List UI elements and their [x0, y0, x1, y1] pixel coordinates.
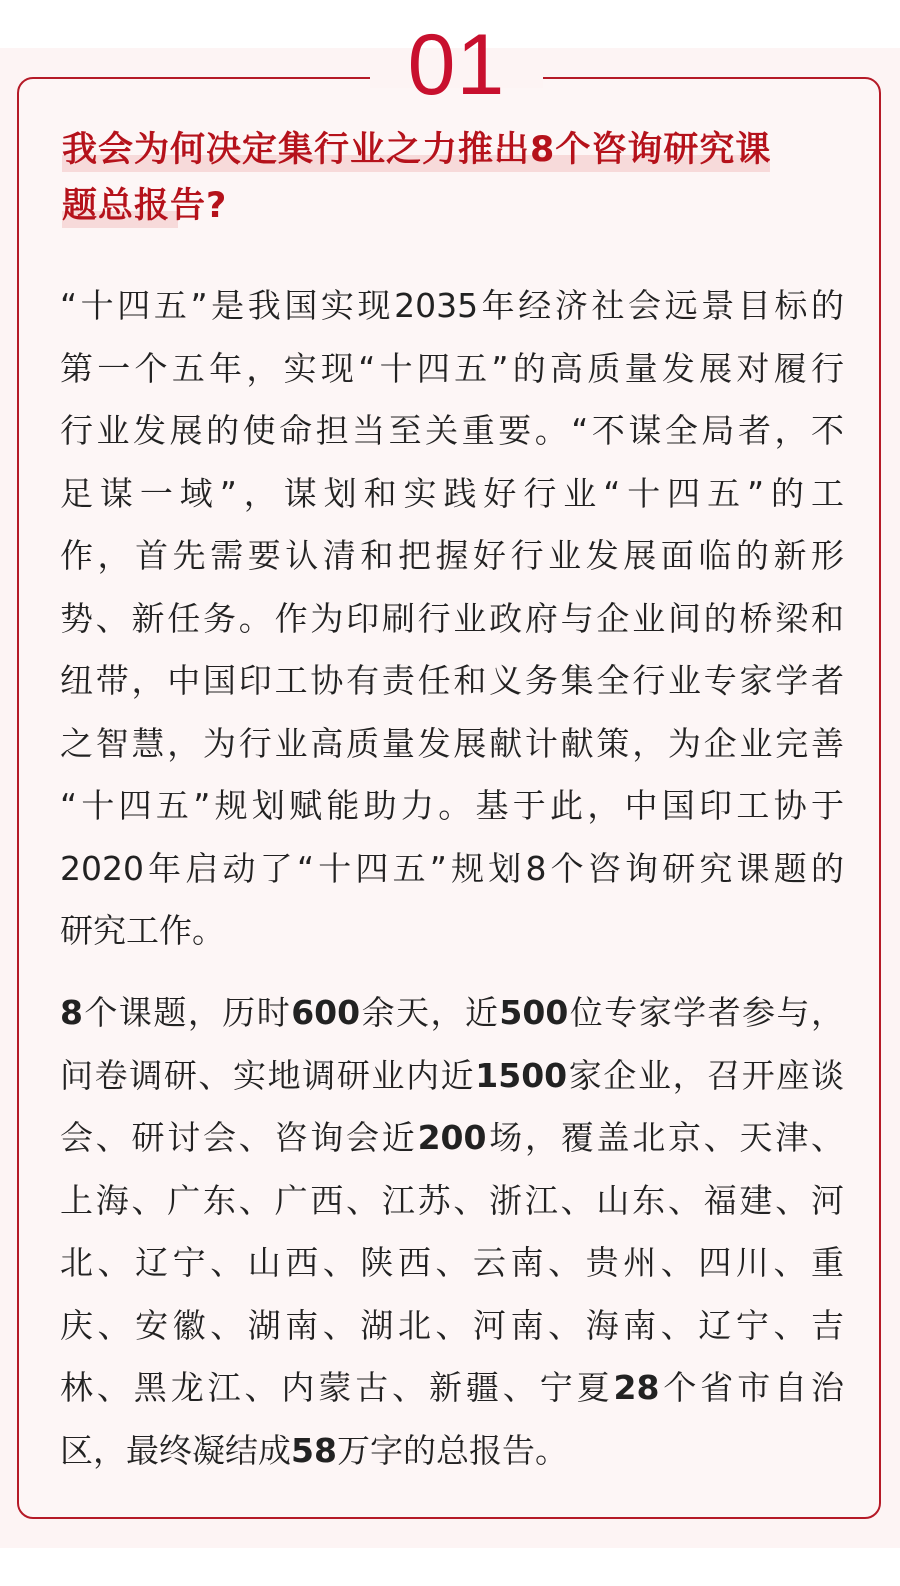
text-segment: 余天，近 [360, 993, 500, 1032]
paragraph-line: “十四五”是我国实现2035年经济社会远景目标的 [60, 286, 844, 325]
paragraph-background [60, 275, 844, 963]
text-segment: 家企业，召开座谈 [567, 1055, 845, 1095]
section-heading [62, 122, 852, 234]
highlight-number: 58 [291, 1430, 337, 1470]
paragraph-line: 之智慧，为行业高质量发展献计献策，为企业完善 [60, 723, 844, 763]
paragraph-line: 研究工作。 [60, 911, 225, 950]
highlight-number: 600 [291, 993, 361, 1032]
paragraph-line [60, 1357, 844, 1420]
highlight-number: 200 [417, 1118, 487, 1157]
text-segment: 个课题，历时 [82, 993, 292, 1032]
paragraph-line: 势、新任务。作为印刷行业政府与企业间的桥梁和 [60, 598, 844, 638]
text-segment: 庆、安徽、湖南、湖北、河南、海南、辽宁、吉 [60, 1305, 844, 1345]
text-segment: 林、黑龙江、内蒙古、新疆、宁夏 [60, 1368, 614, 1407]
paragraph-line: “十四五”规划赋能助力。基于此，中国印工协于 [60, 786, 844, 825]
text-segment: 会、研讨会、咨询会近 [60, 1118, 418, 1157]
highlight-number: 28 [613, 1368, 660, 1407]
text-segment: 位专家学者参与， [568, 993, 845, 1032]
paragraph-line: 足谋一域”，谋划和实践好行业“十四五”的工 [60, 473, 844, 513]
text-segment: 北、辽宁、山西、陕西、云南、贵州、四川、重 [60, 1243, 844, 1282]
paragraph-line: 第一个五年，实现“十四五”的高质量发展对履行 [60, 348, 844, 388]
paragraph-line [60, 1107, 844, 1170]
paragraph-statistics [60, 982, 844, 1482]
paragraph-line [60, 1295, 844, 1358]
highlight-number: 1500 [475, 1055, 568, 1095]
text-segment: 区，最终凝结成 [60, 1430, 291, 1470]
paragraph-line: 行业发展的使命担当至关重要。“不谋全局者，不 [60, 411, 844, 450]
highlight-number: 500 [499, 993, 569, 1032]
paragraph-line [60, 1232, 844, 1295]
text-segment: 场，覆盖北京、天津、 [486, 1118, 845, 1157]
text-segment: 个省市自治 [659, 1368, 845, 1407]
section-number: 01 [407, 17, 506, 113]
paragraph-line: 2020年启动了“十四五”规划8个咨询研究课题的 [60, 848, 844, 888]
paragraph-line: 纽带，中国印工协有责任和义务集全行业专家学者 [60, 661, 844, 700]
paragraph-line [60, 1045, 844, 1108]
heading-line-1: 我会为何决定集行业之力推出8个咨询研究课 [62, 130, 772, 170]
paragraph-line [60, 982, 844, 1045]
text-segment: 上海、广东、广西、江苏、浙江、山东、福建、河 [60, 1180, 844, 1220]
paragraph-line [60, 1420, 844, 1483]
paragraph-line [60, 1170, 844, 1233]
paragraph-line: 作，首先需要认清和把握好行业发展面临的新形 [60, 536, 844, 575]
text-segment: 问卷调研、实地调研业内近 [60, 1055, 476, 1095]
heading-line-2: 题总报告? [62, 186, 228, 226]
highlight-number: 8 [60, 993, 83, 1032]
text-segment: 万字的总报告。 [336, 1430, 568, 1470]
